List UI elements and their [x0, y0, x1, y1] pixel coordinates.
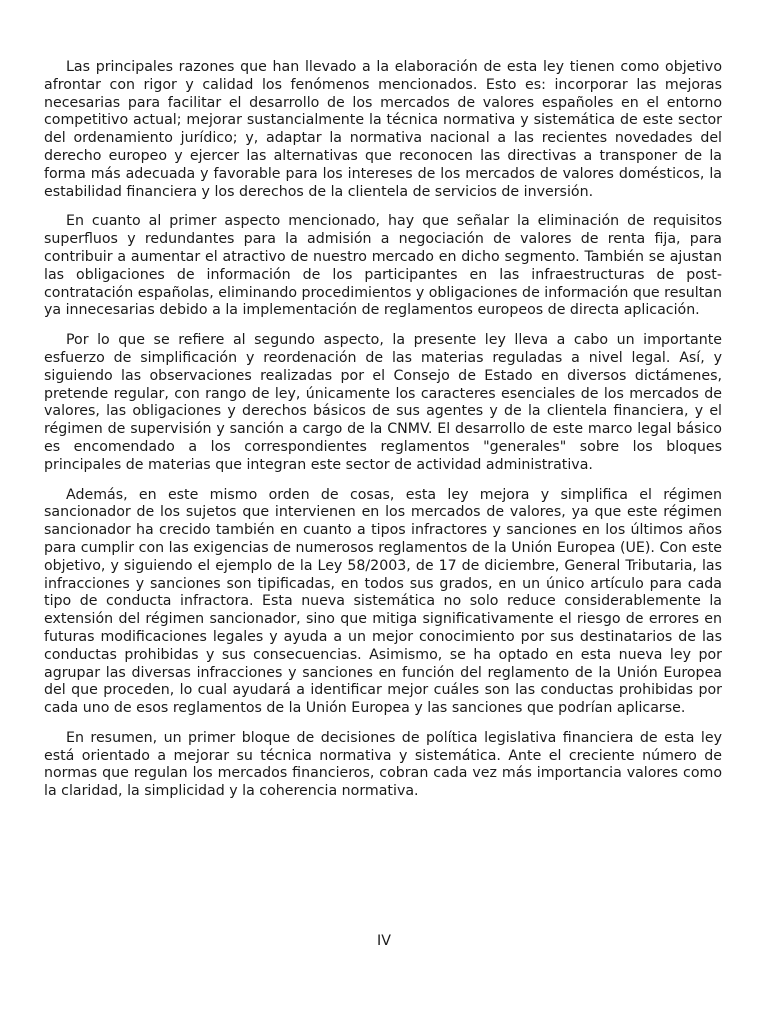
paragraph-4: Además, en este mismo orden de cosas, esta ley mejora y simplifica el régimen sancionador de los sujetos que intervienen en los mercados de valores, ya que este régimen sancionador ha crecido también en cuanto a tipos infractores y sanciones en los últimos años para cumplir con las exigencias de numerosos reglamentos de la Unión Europea (UE). Con este objetivo, y siguiendo el ejemplo de la Ley 58/2003, de 17 de diciembre, General Tributaria, las infracciones y sanciones son tipificadas, en todos sus grados, en un único artículo para cada tipo de conducta infractora. Esta nueva sistemática no solo reduce considerablemente la extensión del régimen sancionador, sino que mitiga significativamente el riesgo de errores en futuras modificaciones legales y ayuda a un mejor conocimiento por sus destinatarios de las conductas prohibidas y sus consecuencias. Asimismo, se ha optado en esta nueva ley por agrupar las diversas infracciones y sanciones en función del reglamento de la Unión Europea del que proceden, lo cual ayudará a identificar mejor cuáles son las conductas prohibidas por cada uno de esos reglamentos de la Unión Europea y las sanciones que podrían aplicarse. — [44, 486, 722, 717]
paragraph-3: Por lo que se refiere al segundo aspecto, la presente ley lleva a cabo un importante esfuerzo de simplificación y reordenación de las materias reguladas a nivel legal. Así, y siguiendo las observaciones realizadas por el Consejo de Estado en diversos dictámenes, pretende regular, con rango de ley, únicamente los caracteres esenciales de los mercados de valores, las obligaciones y derechos básicos de sus agentes y de la clientela financiera, y el régimen de supervisión y sanción a cargo de la CNMV. El desarrollo de este marco legal básico es encomendado a los correspondientes reglamentos "generales" sobre los bloques principales de materias que integran este sector de actividad administrativa. — [44, 332, 722, 473]
paragraph-1: Las principales razones que han llevado a la elaboración de esta ley tienen como objetivo afrontar con rigor y calidad los fenómenos mencionados. Esto es: incorporar las mejoras necesarias para facilitar el desarrollo de los mercados de valores españoles en el entorno competitivo actual; mejorar sustancialmente la técnica normativa y sistemática de este sector del ordenamiento jurídico; y, adaptar la normativa nacional a las recientes novedades del derecho europeo y ejercer las alternativas que reconocen las directivas a transponer de la forma más adecuada y favorable para los intereses de los mercados de valores domésticos, la estabilidad financiera y los derechos de la clientela de servicios de inversión. — [44, 59, 722, 200]
paragraph-2: En cuanto al primer aspecto mencionado, hay que señalar la eliminación de requisitos superfluos y redundantes para la admisión a negociación de valores de renta fija, para contribuir a aumentar el atractivo de nuestro mercado en dicho segmento. También se ajustan las obligaciones de información de los participantes en las infraestructuras de post-contratación españolas, eliminando procedimientos y obligaciones de información que resultan ya innecesarias debido a la implementación de reglamentos europeos de directa aplicación. — [44, 213, 722, 319]
paragraph-5: En resumen, un primer bloque de decisiones de política legislativa financiera de esta ley está orientado a mejorar su técnica normativa y sistemática. Ante el creciente número de normas que regulan los mercados financieros, cobran cada vez más importancia valores como la claridad, la simplicidad y la coherencia normativa. — [44, 729, 722, 800]
page-number: IV — [377, 933, 391, 949]
document-body — [44, 59, 722, 813]
